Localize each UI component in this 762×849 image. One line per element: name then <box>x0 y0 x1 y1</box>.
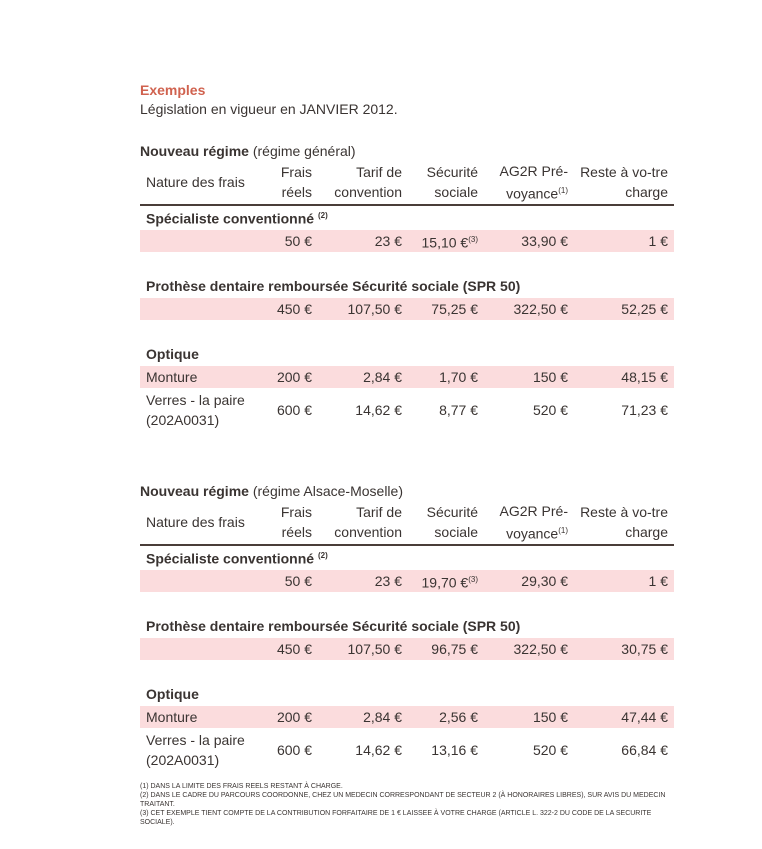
section-row-specialiste: Spécialiste conventionné $^{(2)}$ <box>146 550 328 567</box>
regime-title-bold: Nouveau régime <box>140 143 249 159</box>
table-row: 50 € 23 € 15,10 €$^{(3)}$ 33,90 € 1 € <box>140 230 674 253</box>
section-row-specialiste: Spécialiste conventionné $^{(2)}$ <box>146 210 328 227</box>
footnote-3: (3) CET EXEMPLE TIENT COMPTE DE LA CONTRIBUTION FORFAITAIRE DE 1 € LAISSEE À VOTRE CHARGE (ARTICLE L. 322-2 DU CODE DE LA SECURITE SOCIALE). <box>140 810 652 826</box>
table-row: 50 € 23 € 19,70 €$^{(3)}$ 29,30 € 1 € <box>140 570 674 593</box>
table-row: Verres - la paire (202A0031) 600 € 14,62 € 13,16 € 520 € 66,84 € <box>146 732 668 769</box>
legislation-text: Législation en vigueur en JANVIER 2012. <box>140 101 398 117</box>
section-row-prothese: Prothèse dentaire remboursée Sécurité sociale (SPR 50) <box>146 278 521 295</box>
col-securite: Sécurité sociale <box>408 501 484 545</box>
table-row: 450 € 107,50 € 96,75 € 322,50 € 30,75 € <box>140 638 674 660</box>
col-tarif: Tarif de convention <box>318 161 408 205</box>
regime-title <box>140 481 674 501</box>
col-tarif: Tarif de convention <box>318 501 408 545</box>
col-reste: Reste à vo-tre charge <box>574 501 674 545</box>
table-header <box>140 161 674 205</box>
section-row-optique: Optique <box>146 346 199 363</box>
footnotes <box>140 782 674 827</box>
regime-block-general <box>140 141 674 432</box>
footnote-1: (1) DANS LA LIMITE DES FRAIS REELS RESTANT À CHARGE. <box>140 783 343 790</box>
regime-title-bold: Nouveau régime <box>140 483 249 499</box>
section-row-optique: Optique <box>146 686 199 703</box>
table-row: Monture 200 € 2,84 € 2,56 € 150 € 47,44 € <box>140 706 674 728</box>
cost-table <box>140 501 674 772</box>
regime-title <box>140 141 674 161</box>
section-row-prothese: Prothèse dentaire remboursée Sécurité sociale (SPR 50) <box>146 618 521 635</box>
section-heading: Exemples <box>140 82 206 98</box>
cost-table <box>140 161 674 432</box>
regime-block-alsace-moselle <box>140 481 674 772</box>
col-reste: Reste à vo-tre charge <box>574 161 674 205</box>
col-nature: Nature des frais <box>140 161 268 205</box>
col-nature: Nature des frais <box>140 501 268 545</box>
table-header <box>140 501 674 545</box>
regime-title-rest: (régime Alsace-Moselle) <box>252 483 403 499</box>
table-row: Monture 200 € 2,84 € 1,70 € 150 € 48,15 € <box>140 366 674 388</box>
table-row: Verres - la paire (202A0031) 600 € 14,62 € 8,77 € 520 € 71,23 € <box>146 392 668 429</box>
table-row: 450 € 107,50 € 75,25 € 322,50 € 52,25 € <box>140 298 674 320</box>
regime-title-rest: (régime général) <box>252 143 356 159</box>
col-ag2r: AG2R Pré-voyance$^{(1)}$ <box>484 501 574 545</box>
col-ag2r: AG2R Pré-voyance$^{(1)}$ <box>484 161 574 205</box>
footnote-2: (2) DANS LE CADRE DU PARCOURS COORDONNE, CHEZ UN MEDECIN CORRESPONDANT DE SECTEUR 2 (À HONORAIRES LIBRES), SUR AVIS DU MEDECIN TRAITANT. <box>140 792 666 808</box>
col-frais-reels: Frais réels <box>268 501 318 545</box>
col-securite: Sécurité sociale <box>408 161 484 205</box>
col-frais-reels: Frais réels <box>268 161 318 205</box>
